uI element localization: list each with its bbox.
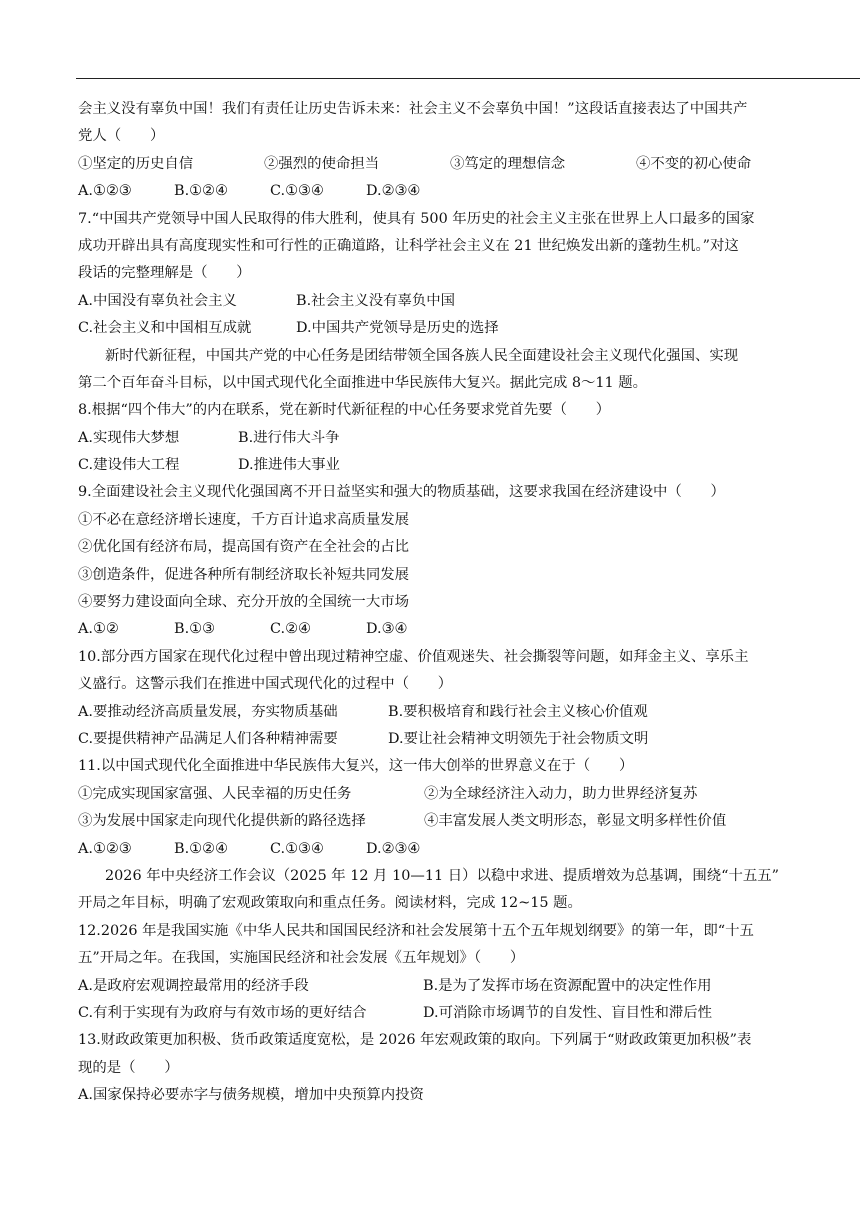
answer-choices-row bbox=[78, 699, 860, 726]
text-line: 10.部分西方国家在现代化过程中曾出现过精神空虚、价值观迷失、社会撕裂等问题，如拜金主义、享乐主 bbox=[78, 648, 749, 665]
text-line: 13.财政政策更加积极、货币政策适度宽松，是 2026 年宏观政策的取向。下列属于“财政政策更加积极”表 bbox=[78, 1032, 752, 1049]
answer-choice: D.可消除市场调节的自发性、盲目性和滞后性 bbox=[423, 1004, 713, 1021]
statement-option: ③笃定的理想信念 bbox=[450, 155, 566, 172]
answer-choice: C.有利于实现有为政府与有效市场的更好结合 bbox=[78, 1004, 367, 1021]
answer-choices-row bbox=[78, 808, 860, 835]
text-line: 党人（ ） bbox=[78, 128, 165, 145]
answer-choice: C.要提供精神产品满足人们各种精神需要 bbox=[78, 730, 338, 747]
statement-option: ②强烈的使命担当 bbox=[264, 155, 380, 172]
material-paragraph-line: 新时代新征程，中国共产党的中心任务是团结带领全国各族人民全面建设社会主义现代化强国、实现 bbox=[105, 347, 739, 364]
text-line: 现的是（ ） bbox=[78, 1059, 179, 1076]
text-line: 五”开局之年。在我国，实施国民经济和社会发展《五年规划》（ ） bbox=[78, 950, 525, 967]
answer-choice: A.是政府宏观调控最常用的经济手段 bbox=[78, 977, 309, 994]
header-rule bbox=[76, 78, 860, 79]
answer-choice: A.①②③ bbox=[78, 183, 132, 200]
answer-choices-row bbox=[78, 178, 860, 205]
answer-choices-row bbox=[78, 973, 860, 1000]
text-line: ①不必在意经济增长速度，千方百计追求高质量发展 bbox=[78, 511, 409, 528]
text-line: 义盛行。这警示我们在推进中国式现代化的过程中（ ） bbox=[78, 676, 453, 693]
answer-choices-row bbox=[78, 836, 860, 863]
text-line: 成功开辟出具有高度现实性和可行性的正确道路，让科学社会主义在 21 世纪焕发出新的蓬勃生机。”对这 bbox=[78, 237, 739, 254]
answer-choice: B.进行伟大斗争 bbox=[238, 429, 340, 446]
answer-choice: B.①②④ bbox=[174, 840, 228, 857]
answer-choice: ④丰富发展人类文明形态，彰显文明多样性价值 bbox=[424, 813, 727, 830]
statement-option: ①坚定的历史自信 bbox=[78, 155, 194, 172]
answer-choice: C.建设伟大工程 bbox=[78, 457, 180, 474]
exam-page-body bbox=[78, 96, 860, 1109]
answer-choices-row bbox=[78, 315, 860, 342]
answer-choice: A.①② bbox=[78, 621, 119, 638]
answer-choice: B.①③ bbox=[174, 621, 215, 638]
answer-choice: ①完成实现国家富强、人民幸福的历史任务 bbox=[78, 785, 352, 802]
text-line: 9.全面建设社会主义现代化强国离不开日益坚实和强大的物质基础，这要求我国在经济建设中（ ） bbox=[78, 484, 725, 501]
answer-choices-row bbox=[78, 616, 860, 643]
answer-choice: C.②④ bbox=[270, 621, 311, 638]
answer-choice: D.中国共产党领导是历史的选择 bbox=[296, 320, 499, 337]
answer-choice: C.社会主义和中国相互成就 bbox=[78, 320, 252, 337]
answer-choice: A.①②③ bbox=[78, 840, 132, 857]
answer-choice: ②为全球经济注入动力，助力世界经济复苏 bbox=[424, 785, 698, 802]
text-line: 段话的完整理解是（ ） bbox=[78, 265, 251, 282]
answer-choice: A.要推动经济高质量发展，夯实物质基础 bbox=[78, 703, 338, 720]
text-line: 开局之年目标，明确了宏观政策取向和重点任务。阅读材料，完成 12~15 题。 bbox=[78, 895, 582, 912]
answer-choice: D.推进伟大事业 bbox=[238, 457, 340, 474]
answer-choice: A.实现伟大梦想 bbox=[78, 429, 180, 446]
answer-choices-row bbox=[78, 726, 860, 753]
statement-option: ④不变的初心使命 bbox=[636, 155, 752, 172]
answer-choice: C.①③④ bbox=[270, 183, 324, 200]
answer-choice: D.要让社会精神文明领先于社会物质文明 bbox=[388, 730, 649, 747]
statement-options-row bbox=[78, 151, 860, 178]
answer-choice: C.①③④ bbox=[270, 840, 324, 857]
answer-choice: B.要积极培育和践行社会主义核心价值观 bbox=[388, 703, 648, 720]
answer-choices-row bbox=[78, 288, 860, 315]
text-line: ②优化国有经济布局，提高国有资产在全社会的占比 bbox=[78, 539, 409, 556]
answer-choices-row bbox=[78, 1000, 860, 1027]
answer-choice: ③为发展中国家走向现代化提供新的路径选择 bbox=[78, 813, 366, 830]
text-line: ③创造条件，促进各种所有制经济取长补短共同发展 bbox=[78, 566, 409, 583]
answer-choices-row bbox=[78, 425, 860, 452]
text-line: 会主义没有辜负中国！我们有责任让历史告诉未来：社会主义不会辜负中国！”这段话直接表达了中国共产 bbox=[78, 101, 748, 117]
text-line: 第二个百年奋斗目标，以中国式现代化全面推进中华民族伟大复兴。据此完成 8～11 题。 bbox=[78, 374, 648, 391]
answer-choice: A.中国没有辜负社会主义 bbox=[78, 292, 237, 309]
text-line: 11.以中国式现代化全面推进中华民族伟大复兴，这一伟大创举的世界意义在于（ ） bbox=[78, 758, 634, 775]
answer-choices-row bbox=[78, 452, 860, 479]
text-line: 7.“中国共产党领导中国人民取得的伟大胜利，使具有 500 年历史的社会主义主张在世界上人口最多的国家 bbox=[78, 210, 755, 227]
answer-choice: B.是为了发挥市场在资源配置中的决定性作用 bbox=[423, 977, 712, 994]
answer-choice: B.①②④ bbox=[174, 183, 228, 200]
answer-choice: D.②③④ bbox=[366, 183, 421, 200]
text-line: A.国家保持必要赤字与债务规模，增加中央预算内投资 bbox=[78, 1087, 424, 1104]
answer-choice: D.③④ bbox=[366, 621, 408, 638]
answer-choice: D.②③④ bbox=[366, 840, 421, 857]
answer-choice: B.社会主义没有辜负中国 bbox=[296, 292, 456, 309]
text-line: 8.根据“四个伟大”的内在联系，党在新时代新征程的中心任务要求党首先要（ ） bbox=[78, 402, 611, 419]
text-line: ④要努力建设面向全球、充分开放的全国统一大市场 bbox=[78, 594, 409, 611]
material-paragraph-line: 2026 年中央经济工作会议（2025 年 12 月 10—11 日）以稳中求进、提质增效为总基调，围绕“十五五” bbox=[105, 867, 780, 884]
answer-choices-row bbox=[78, 781, 860, 808]
text-line: 12.2026 年是我国实施《中华人民共和国国民经济和社会发展第十五个五年规划纲要》的第一年，即“十五 bbox=[78, 922, 754, 939]
